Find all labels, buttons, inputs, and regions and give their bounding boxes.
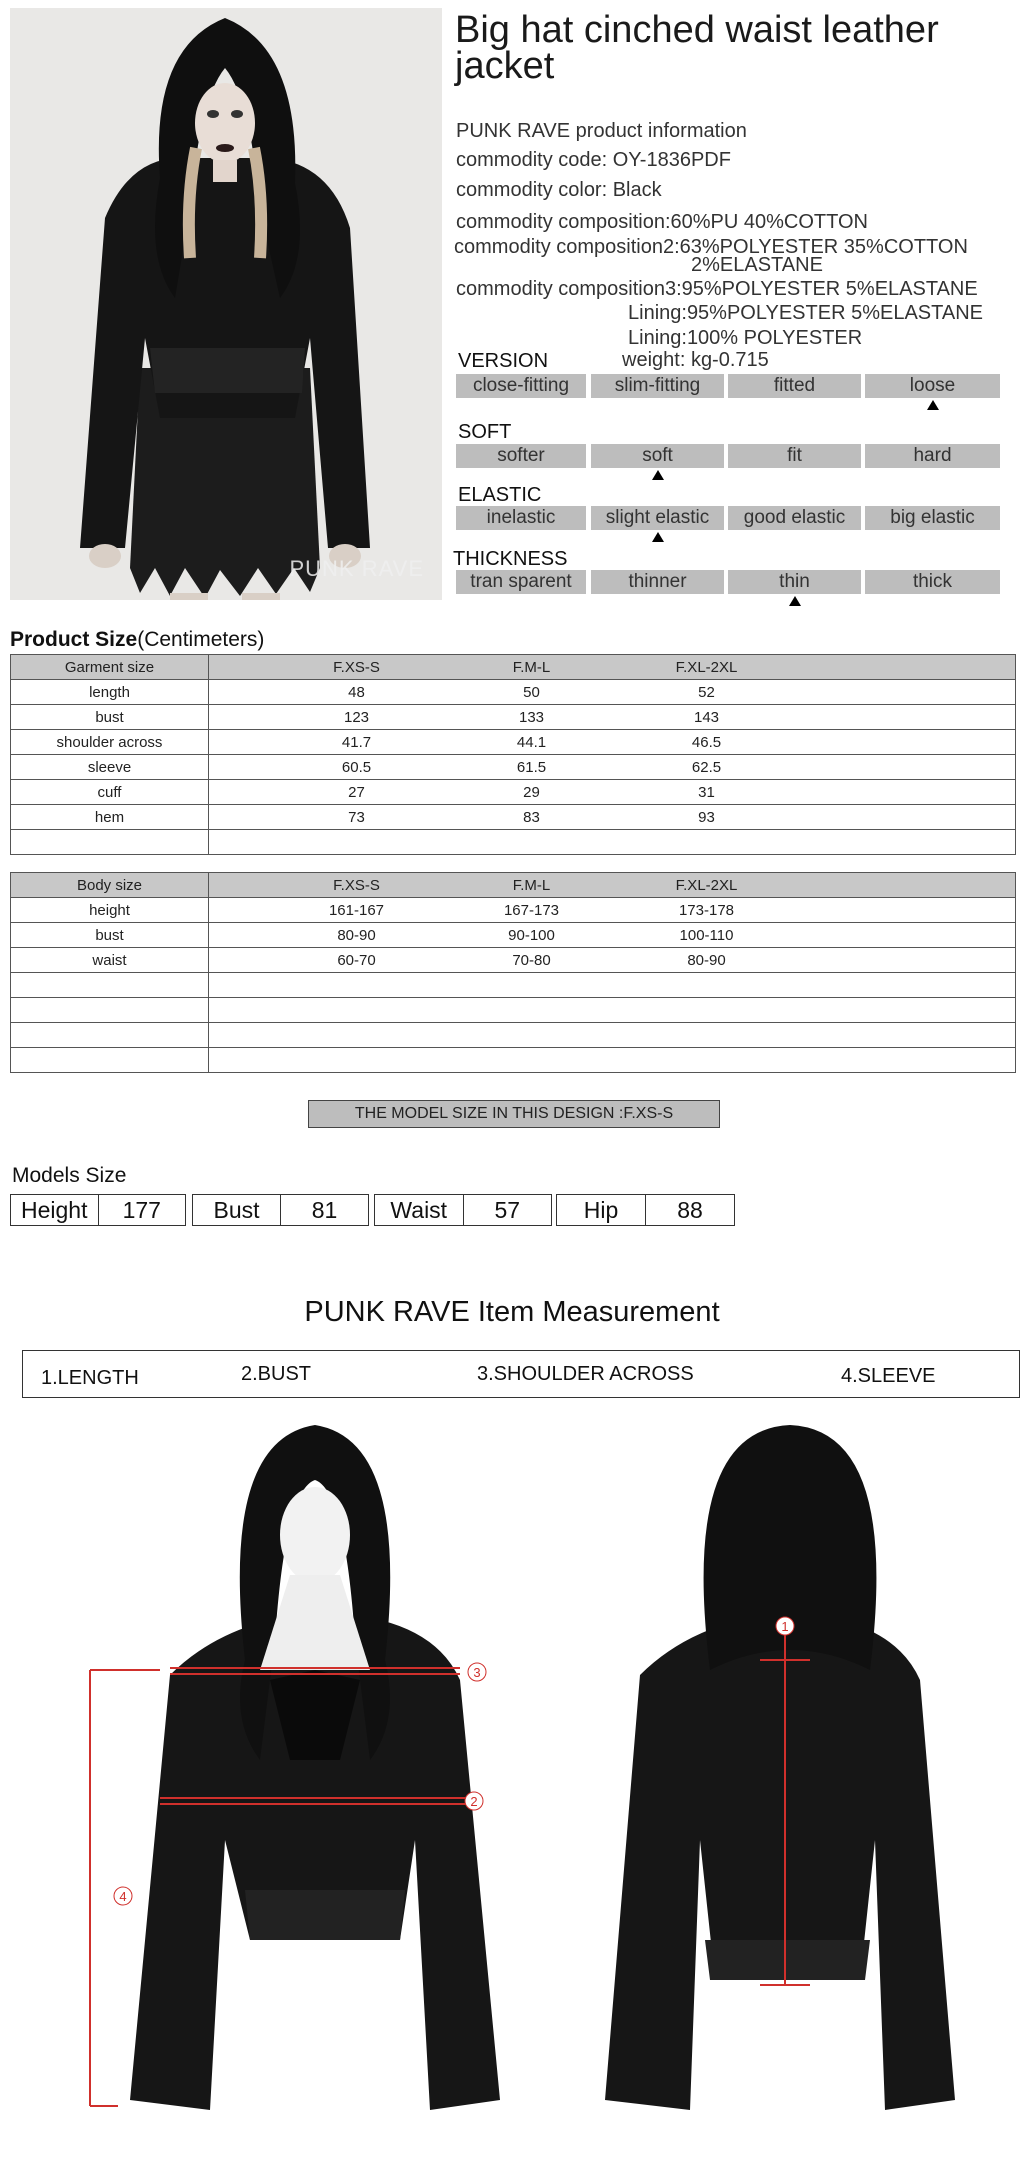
scale-option: fit: [728, 444, 861, 468]
info-composition3: commodity composition3:95%POLYESTER 5%ELASTANE: [456, 278, 978, 300]
table-row: waist 60-70 70-80 80-90: [11, 948, 1016, 973]
legend-sleeve: 4.SLEEVE: [841, 1365, 936, 1387]
model-size-note: THE MODEL SIZE IN THIS DESIGN :F.XS-S: [308, 1100, 720, 1128]
table-row: bust 123 133 143: [11, 705, 1016, 730]
info-composition2-b: 2%ELASTANE: [691, 254, 823, 276]
legend-shoulder: 3.SHOULDER ACROSS: [477, 1363, 694, 1385]
info-lining1: Lining:95%POLYESTER 5%ELASTANE: [628, 302, 983, 324]
table-row: [11, 830, 1016, 855]
selected-marker: [927, 400, 939, 410]
table-row: hem 73 83 93: [11, 805, 1016, 830]
scale-option: thin: [728, 570, 861, 594]
table-row: [11, 998, 1016, 1023]
version-label: VERSION: [458, 350, 549, 372]
measurement-legend: [22, 1350, 1020, 1398]
marker-4: 4: [119, 1889, 127, 1904]
measurement-diagram: [40, 1420, 1000, 2155]
scale-option: close-fitting: [456, 374, 586, 398]
marker-1: 1: [781, 1619, 789, 1634]
model-size-waist: Waist 57: [374, 1194, 552, 1226]
scale-option: good elastic: [728, 506, 861, 530]
scale-option: tran sparent: [456, 570, 586, 594]
scale-option: thinner: [591, 570, 724, 594]
soft-label: SOFT: [458, 421, 512, 443]
legend-bust: 2.BUST: [241, 1363, 312, 1385]
front-jacket: [130, 1425, 500, 2110]
info-weight: weight: kg-0.715: [622, 349, 769, 371]
selected-marker: [789, 596, 801, 606]
info-composition: commodity composition:60%PU 40%COTTON: [456, 211, 869, 233]
table-row: cuff 27 29 31: [11, 780, 1016, 805]
measurement-heading: PUNK RAVE Item Measurement: [304, 1296, 720, 1328]
product-title: Big hat cinched waist leather jacket: [455, 9, 939, 87]
info-heading: PUNK RAVE product information: [456, 120, 747, 142]
table-row: height 161-167 167-173 173-178: [11, 898, 1016, 923]
scale-option: fitted: [728, 374, 861, 398]
info-color: commodity color: Black: [456, 179, 662, 201]
table-row: bust 80-90 90-100 100-110: [11, 923, 1016, 948]
selected-marker: [652, 470, 664, 480]
table-row: [11, 1023, 1016, 1048]
scale-option: inelastic: [456, 506, 586, 530]
info-code: commodity code: OY-1836PDF: [456, 149, 731, 171]
legend-length: 1.LENGTH: [41, 1367, 139, 1389]
scale-option: hard: [865, 444, 1000, 468]
table-row: length 48 50 52: [11, 680, 1016, 705]
scale-option: thick: [865, 570, 1000, 594]
table-row: [11, 1048, 1016, 1073]
model-size-bust: Bust 81: [192, 1194, 369, 1226]
model-size-height: Height 177: [10, 1194, 186, 1226]
product-size-heading: Product Size(Centimeters): [10, 628, 265, 651]
table-row: Garment size F.XS-S F.M-L F.XL-2XL: [11, 655, 1016, 680]
elastic-label: ELASTIC: [458, 484, 542, 506]
table-row: shoulder across 41.7 44.1 46.5: [11, 730, 1016, 755]
models-size-row: [10, 1194, 1016, 1226]
model-photo: [10, 8, 442, 600]
garment-size-table: [10, 654, 1016, 855]
body-size-table: [10, 872, 1016, 1073]
table-row: Body size F.XS-S F.M-L F.XL-2XL: [11, 873, 1016, 898]
marker-2: 2: [470, 1794, 478, 1809]
info-lining2: Lining:100% POLYESTER: [628, 327, 863, 349]
scale-option: big elastic: [865, 506, 1000, 530]
model-size-hip: Hip 88: [556, 1194, 735, 1226]
scale-option: soft: [591, 444, 724, 468]
scale-option: softer: [456, 444, 586, 468]
scale-option: loose: [865, 374, 1000, 398]
info-composition2: commodity composition2:63%POLYESTER 35%COTTON: [454, 236, 968, 258]
scale-option: slight elastic: [591, 506, 724, 530]
selected-marker: [652, 532, 664, 542]
watermark: PUNK RAVE: [289, 556, 424, 581]
table-row: [11, 973, 1016, 998]
thickness-label: THICKNESS: [453, 548, 568, 570]
marker-3: 3: [473, 1665, 481, 1680]
scale-option: slim-fitting: [591, 374, 724, 398]
back-jacket: [605, 1425, 955, 2110]
table-row: sleeve 60.5 61.5 62.5: [11, 755, 1016, 780]
models-size-heading: Models Size: [12, 1164, 127, 1187]
